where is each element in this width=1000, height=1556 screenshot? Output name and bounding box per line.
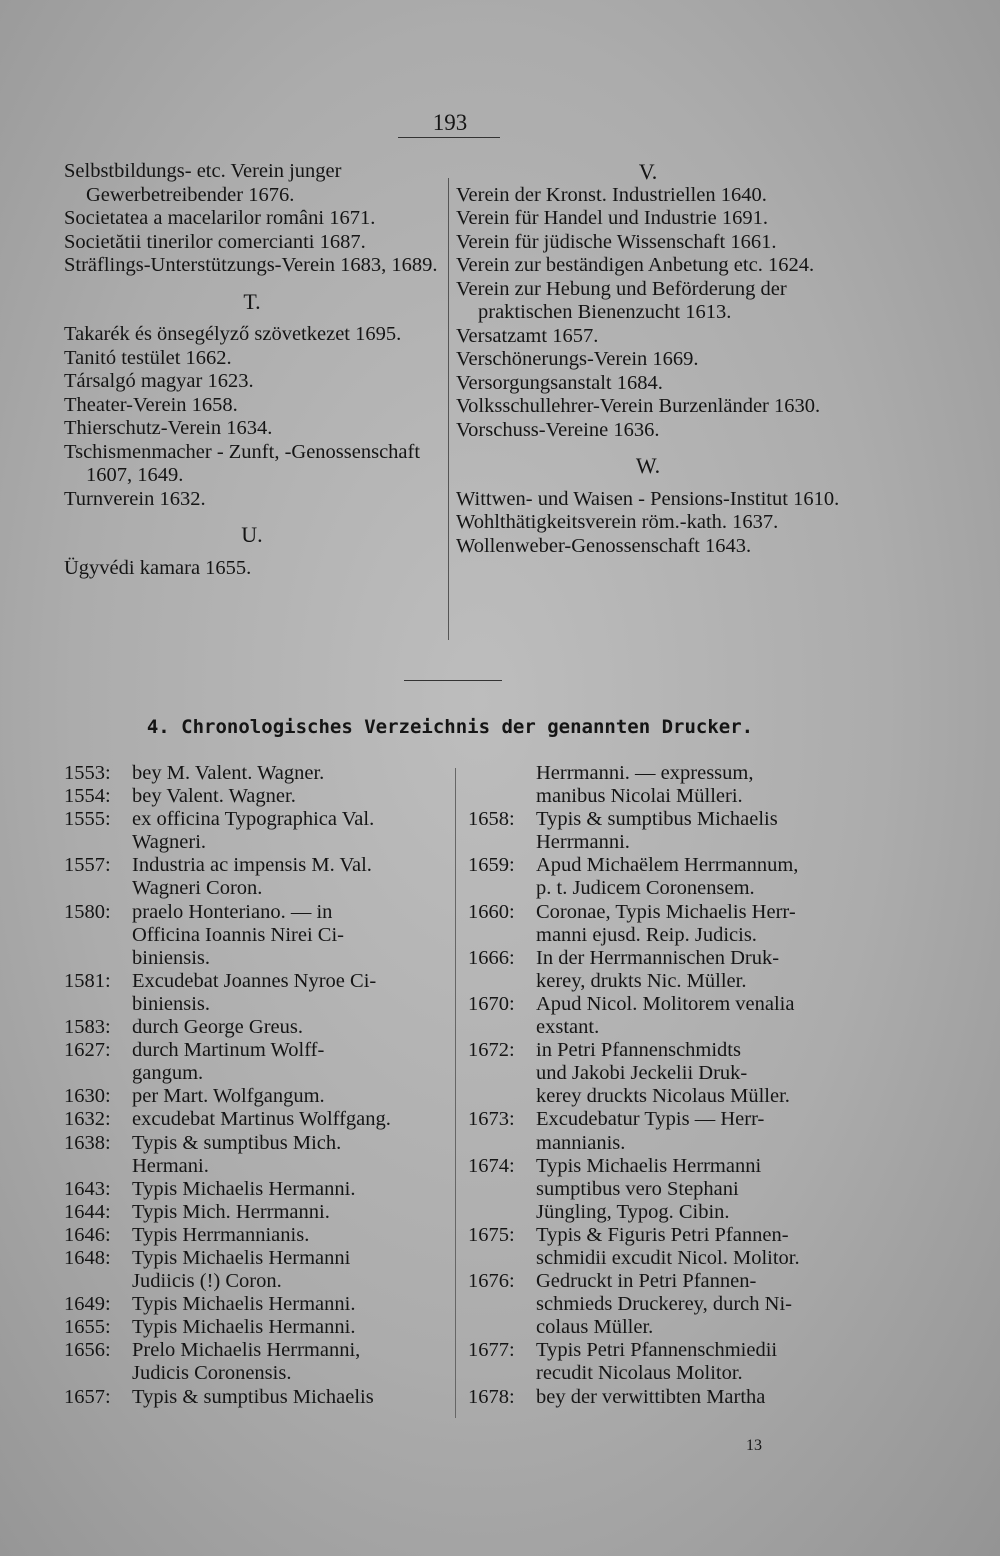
chronology-year: 1666:	[468, 946, 515, 969]
chronology-text-continued: p. t. Judicem Coronensem.	[536, 877, 755, 900]
chronology-text: durch George Greus.	[132, 1016, 303, 1039]
chronology-entry	[468, 1339, 828, 1385]
chronology-year: 1656:	[64, 1339, 111, 1362]
chronology-line	[468, 1108, 828, 1131]
chronology-line	[468, 947, 828, 970]
index-entry: Ügyvédi kamara 1655.	[64, 556, 252, 579]
chronology-left-column	[64, 762, 444, 1409]
chronology-year: 1655:	[64, 1316, 111, 1339]
chronology-text: Coronae, Typis Michaelis Herr-	[536, 900, 796, 923]
chronology-text-continued: Herrmanni.	[536, 831, 630, 854]
chronology-year: 1632:	[64, 1108, 111, 1131]
chronology-text: Typis Herrmannianis.	[132, 1223, 310, 1246]
chronology-text: Apud Nicol. Molitorem venalia	[536, 992, 795, 1015]
chronology-text: Typis Petri Pfannenschmiedii	[536, 1339, 778, 1362]
chronology-year: 1657:	[64, 1385, 111, 1408]
chronology-text-continued: Jüngling, Typog. Cibin.	[536, 1200, 730, 1223]
chronology-entry	[468, 1108, 828, 1154]
chronology-text-continued: schmidii excudit Nicol. Molitor.	[536, 1246, 800, 1269]
chronology-entry	[64, 1039, 444, 1085]
chronology-entry	[64, 1224, 444, 1247]
chronology-line	[468, 1224, 828, 1247]
chronology-entry	[64, 1339, 444, 1385]
chronology-text-continued: Hermani.	[132, 1154, 209, 1177]
chronology-year: 1555:	[64, 808, 111, 831]
chronology-line	[64, 1039, 444, 1062]
index-entry: Sträflings-Unterstützungs-Verein 1683, 1689.	[64, 254, 438, 276]
chronology-entry	[468, 854, 828, 900]
index-entry: Thierschutz-Verein 1634.	[64, 417, 273, 439]
signature-mark: 13	[746, 1437, 762, 1454]
chronology-text-continued: Judicis Coronensis.	[132, 1362, 292, 1385]
chronology-entry	[64, 1293, 444, 1316]
chronology-line	[64, 1178, 444, 1201]
chronology-year: 1674:	[468, 1154, 515, 1177]
chronology-line	[64, 762, 444, 785]
chronology-entry	[468, 1270, 828, 1339]
chronology-text-continued: biniensis.	[132, 992, 211, 1015]
chronology-entry	[64, 1178, 444, 1201]
section-rule	[404, 680, 502, 681]
chronology-year: 1672:	[468, 1039, 515, 1062]
chronology-text-continued: Judiicis (!) Coron.	[132, 1270, 282, 1293]
chronology-text-continued: Wagneri Coron.	[132, 877, 263, 900]
chronology-entry	[64, 1316, 444, 1339]
index-entry: Societătii tinerilor comercianti 1687.	[64, 230, 366, 253]
chronology-year: 1675:	[468, 1223, 515, 1246]
index-entry: Tanitó testület 1662.	[64, 346, 232, 369]
index-entry: Wittwen- und Waisen - Pensions-Institut 1610.	[456, 487, 840, 510]
chronology-entry	[64, 1132, 444, 1178]
index-entry: Verein zur Hebung und Beförderung der praktischen Bienenzucht 1613.	[456, 277, 787, 323]
chronology-line	[468, 808, 828, 831]
chronology-entry	[468, 1224, 828, 1270]
chronology-entry	[468, 808, 828, 854]
chronology-text: Typis & sumptibus Michaelis	[536, 808, 778, 831]
entries-s-group	[64, 160, 440, 278]
index-entry: Societatea a macelarilor români 1671.	[64, 207, 376, 229]
chronology-year: 1553:	[64, 762, 111, 784]
chronology-line	[64, 970, 444, 993]
chronology-right-column	[468, 762, 828, 1409]
index-entry: Versorgungsanstalt 1684.	[456, 371, 663, 394]
chronology-line	[64, 808, 444, 831]
chronology-line	[468, 1039, 828, 1062]
chronology-text: Herrmanni. — expressum,	[536, 762, 754, 784]
index-entry: Theater-Verein 1658.	[64, 393, 238, 416]
letter-heading-v: V.	[638, 159, 658, 184]
chronology-text: bey M. Valent. Wagner.	[132, 762, 325, 784]
chronology-text: Excudebatur Typis — Herr-	[536, 1108, 765, 1131]
index-entry: Wollenweber-Genossenschaft 1643.	[456, 534, 752, 557]
chronology-year: 1554:	[64, 785, 111, 808]
chronology-line	[468, 1270, 828, 1293]
chronology-year: 1660:	[468, 900, 515, 923]
chronology-text: excudebat Martinus Wolffgang.	[132, 1108, 391, 1131]
page-number-rule	[398, 137, 500, 138]
chronology-text-continued: kerey, drukts Nic. Müller.	[536, 969, 747, 992]
chronology-line	[64, 1316, 444, 1339]
chronology-text: Typis Michaelis Herrmanni	[536, 1154, 762, 1177]
chronology-text: Industria ac impensis M. Val.	[132, 854, 372, 877]
chronology-entry	[64, 1201, 444, 1224]
section-heading: 4. Chronologisches Verzeichnis der genannten Drucker.	[146, 716, 754, 738]
entries-t-group	[64, 323, 440, 511]
chronology-entry	[468, 1386, 828, 1409]
chronology-line	[64, 1339, 444, 1362]
chronology-line	[64, 1016, 444, 1039]
index-entry: Verein zur beständigen Anbetung etc. 1624.	[456, 254, 815, 276]
index-entry: Verein für Handel und Industrie 1691.	[456, 207, 768, 229]
chronology-entry	[468, 947, 828, 993]
chronology-year: 1638:	[64, 1131, 111, 1154]
chronology-text-continued: exstant.	[536, 1016, 600, 1039]
index-entry: Volksschullehrer-Verein Burzenländer 1630.	[456, 395, 821, 417]
index-entry: Verein für jüdische Wissenschaft 1661.	[456, 230, 777, 253]
chronology-text-continued: Wagneri.	[132, 831, 207, 854]
chronology-year	[468, 762, 536, 785]
chronology-text-continued: mannianis.	[536, 1131, 626, 1154]
chronology-year: 1583:	[64, 1016, 111, 1039]
entries-w-group	[456, 488, 840, 559]
chronology-line	[64, 1386, 444, 1409]
chronology-text: Typis & sumptibus Mich.	[132, 1131, 342, 1154]
chronology-line	[468, 1155, 828, 1178]
chronology-entry	[64, 785, 444, 808]
chronology-year: 1644:	[64, 1200, 111, 1223]
chronology-year: 1676:	[468, 1270, 515, 1293]
chronology-entry	[64, 970, 444, 1016]
left-column	[64, 160, 440, 580]
chronology-line	[468, 762, 828, 785]
index-entry: Takarék és önsegélyző szövetkezet 1695.	[64, 323, 402, 345]
chronology-year: 1678:	[468, 1385, 515, 1408]
chronology-year: 1627:	[64, 1039, 111, 1062]
chronology-text: Typis & Figuris Petri Pfannen-	[536, 1223, 789, 1246]
chronology-line	[64, 1293, 444, 1316]
chronology-text-continued: manni ejusd. Reip. Judicis.	[536, 923, 757, 946]
chronology-text: ex officina Typographica Val.	[132, 808, 375, 831]
chronology-year: 1673:	[468, 1108, 515, 1131]
index-entry: Társalgó magyar 1623.	[64, 370, 254, 392]
chronology-line	[64, 1085, 444, 1108]
chronology-text-continued: recudit Nicolaus Molitor.	[536, 1362, 743, 1385]
chronology-entry	[64, 762, 444, 785]
chronology-year: 1648:	[64, 1246, 111, 1269]
chronology-text: Prelo Michaelis Herrmanni,	[132, 1339, 361, 1362]
chronology-text: Apud Michaëlem Herrmannum,	[536, 854, 799, 877]
chronology-entry	[468, 762, 828, 808]
chronology-text-continued: und Jakobi Jeckelii Druk-	[536, 1062, 748, 1085]
chronology-text-continued: gangum.	[132, 1062, 204, 1085]
column-divider-bottom	[455, 768, 456, 1418]
chronology-year: 1580:	[64, 900, 111, 923]
index-entry: Vorschuss-Vereine 1636.	[456, 418, 660, 441]
index-entry: Versatzamt 1657.	[456, 324, 599, 347]
chronology-year: 1646:	[64, 1223, 111, 1246]
chronology-line	[64, 1224, 444, 1247]
chronology-entry	[468, 1155, 828, 1224]
chronology-line	[64, 1247, 444, 1270]
chronology-year: 1649:	[64, 1293, 111, 1316]
chronology-line	[64, 785, 444, 808]
entries-v-group	[456, 184, 840, 443]
chronology-year: 1658:	[468, 808, 515, 831]
chronology-text: Typis & sumptibus Michaelis	[132, 1385, 374, 1408]
chronology-year: 1670:	[468, 992, 515, 1015]
chronology-text-continued: kerey druckts Nicolaus Müller.	[536, 1085, 790, 1108]
entries-u-group	[64, 557, 440, 581]
chronology-text: Typis Michaelis Hermanni	[132, 1246, 351, 1269]
chronology-text: Gedruckt in Petri Pfannen-	[536, 1270, 757, 1293]
chronology-year: 1677:	[468, 1339, 515, 1362]
chronology-line	[468, 1339, 828, 1362]
chronology-text: Excudebat Joannes Nyroe Ci-	[132, 969, 377, 992]
chronology-year: 1557:	[64, 854, 111, 877]
letter-heading-w: W.	[635, 453, 661, 478]
chronology-text: in Petri Pfannenschmidts	[536, 1039, 741, 1062]
chronology-text: bey der verwittibten Martha	[536, 1385, 766, 1408]
index-entry: Selbstbildungs- etc. Verein junger Gewerbetreibender 1676.	[64, 160, 342, 206]
column-divider-top	[448, 178, 449, 640]
index-entry: Tschismenmacher - Zunft, -Genossenschaft 1607, 1649.	[64, 440, 421, 486]
chronology-entry	[64, 1085, 444, 1108]
chronology-year: 1659:	[468, 854, 515, 877]
page-number: 193	[432, 110, 468, 135]
chronology-line	[468, 1386, 828, 1409]
chronology-text-continued: manibus Nicolai Mülleri.	[536, 785, 743, 808]
index-entry: Turnverein 1632.	[64, 487, 206, 510]
chronology-line	[468, 854, 828, 877]
chronology-entry	[468, 993, 828, 1039]
letter-heading-t: T.	[243, 288, 261, 314]
chronology-line	[64, 1108, 444, 1131]
index-entry: Verein der Kronst. Industriellen 1640.	[456, 183, 767, 206]
chronology-year: 1643:	[64, 1177, 111, 1200]
chronology-entry	[64, 1016, 444, 1039]
index-entry: Verschönerungs-Verein 1669.	[456, 348, 699, 370]
chronology-entry	[64, 901, 444, 970]
chronology-text: Typis Michaelis Hermanni.	[132, 1293, 356, 1316]
chronology-text-continued: Officina Ioannis Nirei Ci-	[132, 923, 344, 946]
chronology-text-continued: colaus Müller.	[536, 1316, 654, 1339]
chronology-entry	[64, 1108, 444, 1131]
chronology-text: Typis Michaelis Hermanni.	[132, 1316, 356, 1339]
chronology-text: In der Herrmannischen Druk-	[536, 946, 780, 969]
index-entry: Wohlthätigkeitsverein röm.-kath. 1637.	[456, 511, 779, 533]
chronology-text-continued: sumptibus vero Stephani	[536, 1177, 739, 1200]
chronology-year: 1581:	[64, 969, 111, 992]
chronology-entry	[64, 854, 444, 900]
chronology-line	[64, 901, 444, 924]
chronology-text: Typis Michaelis Hermanni.	[132, 1177, 356, 1200]
chronology-entry	[468, 1039, 828, 1108]
chronology-line	[468, 901, 828, 924]
chronology-text: Typis Mich. Herrmanni.	[132, 1200, 330, 1223]
chronology-entry	[64, 808, 444, 854]
chronology-text-continued: biniensis.	[132, 946, 211, 969]
chronology-entry	[64, 1247, 444, 1293]
chronology-text: praelo Honteriano. — in	[132, 900, 333, 923]
chronology-text: per Mart. Wolfgangum.	[132, 1085, 325, 1108]
chronology-line	[64, 1201, 444, 1224]
chronology-entry	[64, 1386, 444, 1409]
chronology-text: durch Martinum Wolff-	[132, 1039, 325, 1062]
chronology-entry	[468, 901, 828, 947]
chronology-line	[468, 993, 828, 1016]
letter-heading-u: U.	[241, 522, 263, 547]
chronology-line	[64, 854, 444, 877]
chronology-line	[64, 1132, 444, 1155]
chronology-year: 1630:	[64, 1085, 111, 1108]
right-column	[456, 160, 840, 558]
chronology-text-continued: schmieds Druckerey, durch Ni-	[536, 1293, 792, 1316]
chronology-text: bey Valent. Wagner.	[132, 785, 296, 808]
